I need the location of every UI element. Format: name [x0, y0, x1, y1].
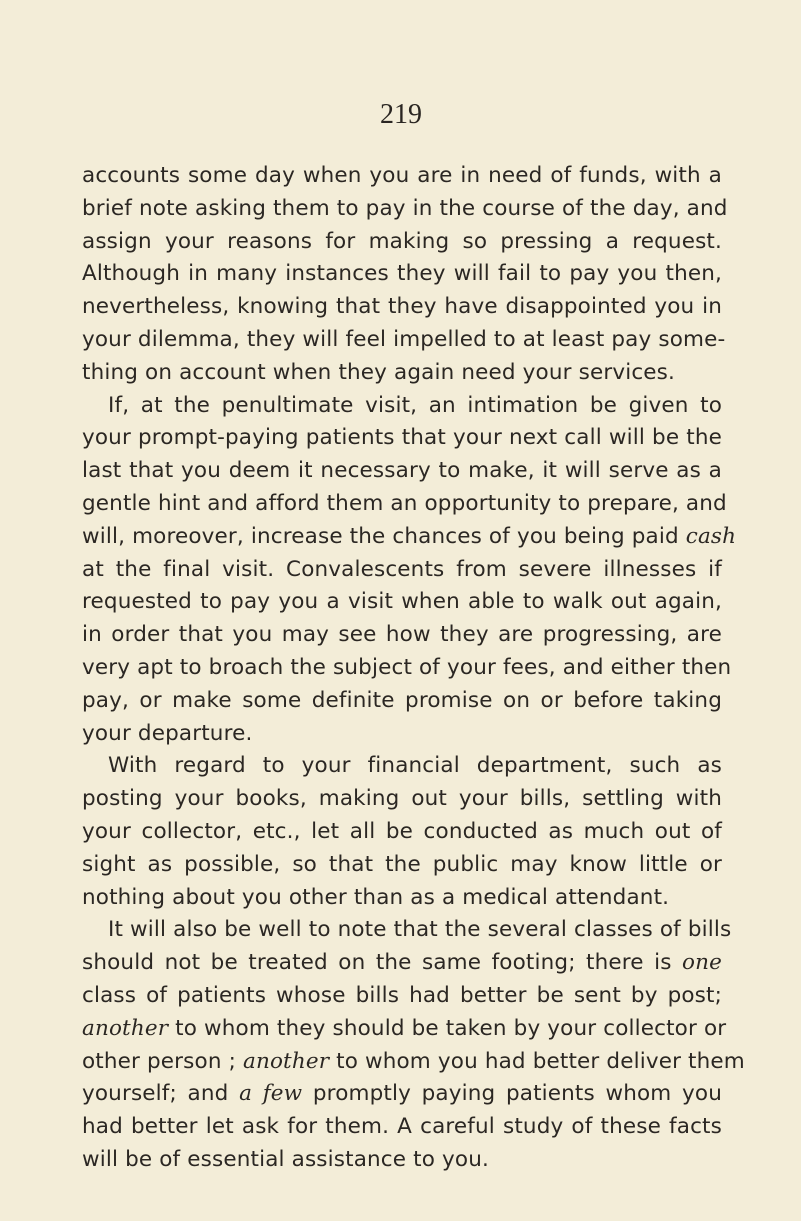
text-segment: to whom they should be taken by your collector or — [168, 1015, 727, 1041]
text-segment: yourself; and — [82, 1081, 240, 1107]
text-segment: at the final visit. Convalescents from severe illnesses if — [82, 556, 722, 582]
text-segment: If, at the penultimate visit, an intimation be given to — [108, 392, 722, 418]
text-segment: very apt to broach the subject of your fees, and either then — [82, 654, 732, 680]
italic-text-segment: a few — [239, 1081, 303, 1107]
text-segment: had better let ask for them. A careful study of these facts — [82, 1114, 722, 1140]
text-segment: requested to pay you a visit when able to walk out again, — [82, 589, 722, 615]
text-line — [82, 882, 722, 915]
text-segment: It will also be well to note that the several classes of bills — [108, 917, 732, 943]
text-line — [82, 226, 722, 259]
text-line — [82, 258, 722, 291]
text-line — [82, 980, 722, 1013]
text-line — [82, 1046, 745, 1079]
text-line — [82, 390, 722, 423]
text-line — [82, 718, 722, 751]
text-segment: thing on account when they again need your services. — [82, 359, 676, 385]
italic-text-segment: another — [82, 1015, 169, 1041]
text-line — [82, 488, 727, 521]
text-line — [82, 947, 722, 980]
text-segment: posting your books, making out your bills, settling with — [82, 786, 722, 812]
text-line — [82, 1111, 722, 1144]
text-line — [82, 619, 722, 652]
text-line — [82, 783, 722, 816]
text-segment: accounts some day when you are in need of funds, with a — [82, 163, 722, 188]
text-line — [82, 685, 722, 718]
text-line — [82, 554, 722, 587]
text-segment: will be of essential assistance to you. — [82, 1146, 489, 1172]
text-line — [82, 1144, 722, 1177]
text-segment: Although in many instances they will fail to pay you then, — [82, 261, 722, 287]
text-line — [82, 160, 722, 193]
italic-text-segment: one — [682, 950, 722, 976]
text-segment: in order that you may see how they are progressing, are — [82, 622, 722, 648]
text-line — [82, 586, 722, 619]
text-segment: nevertheless, knowing that they have disappointed you in — [82, 294, 722, 320]
text-line — [82, 521, 737, 554]
text-line — [82, 455, 722, 488]
text-line — [82, 422, 722, 455]
text-segment: your collector, etc., let all be conducted as much out of — [82, 818, 722, 844]
text-line — [82, 750, 722, 783]
text-segment: your dilemma, they will feel impelled to at least pay some- — [82, 326, 726, 352]
text-segment: to whom you had better deliver them — [329, 1048, 745, 1074]
text-segment: should not be treated on the same footing; there is — [82, 950, 683, 976]
text-segment: sight as possible, so that the public may know little or — [82, 851, 722, 877]
text-segment: pay, or make some definite promise on or before taking — [82, 687, 722, 713]
text-segment: With regard to your financial department, such as — [108, 753, 722, 779]
text-segment: your departure. — [82, 720, 253, 746]
text-line — [82, 652, 732, 685]
italic-text-segment: cash — [685, 523, 737, 549]
text-segment: promptly paying patients whom you — [302, 1081, 722, 1107]
page-number: 219 — [380, 99, 422, 130]
text-segment: other person ; — [82, 1048, 243, 1074]
text-segment: nothing about you other than as a medical attendant. — [82, 884, 670, 910]
text-segment: your prompt-paying patients that your next call will be the — [82, 425, 722, 451]
text-line — [82, 357, 722, 390]
text-segment: gentle hint and afford them an opportunity to prepare, and — [82, 490, 727, 516]
text-line — [82, 1013, 727, 1046]
text-line — [82, 324, 726, 357]
text-line — [82, 849, 722, 882]
text-line — [82, 1078, 722, 1111]
text-segment: last that you deem it necessary to make, it will serve as a — [82, 458, 722, 484]
text-line — [82, 291, 722, 324]
text-line — [82, 914, 732, 947]
italic-text-segment: another — [242, 1048, 330, 1074]
text-segment: brief note asking them to pay in the course of the day, and — [82, 195, 728, 221]
text-line — [82, 816, 722, 849]
text-segment: assign your reasons for making so pressing a request. — [82, 228, 722, 254]
text-segment: will, moreover, increase the chances of you being paid — [82, 523, 686, 549]
body-text — [82, 160, 745, 1177]
text-line — [82, 193, 728, 226]
text-segment: class of patients whose bills had better be sent by post; — [82, 982, 722, 1008]
